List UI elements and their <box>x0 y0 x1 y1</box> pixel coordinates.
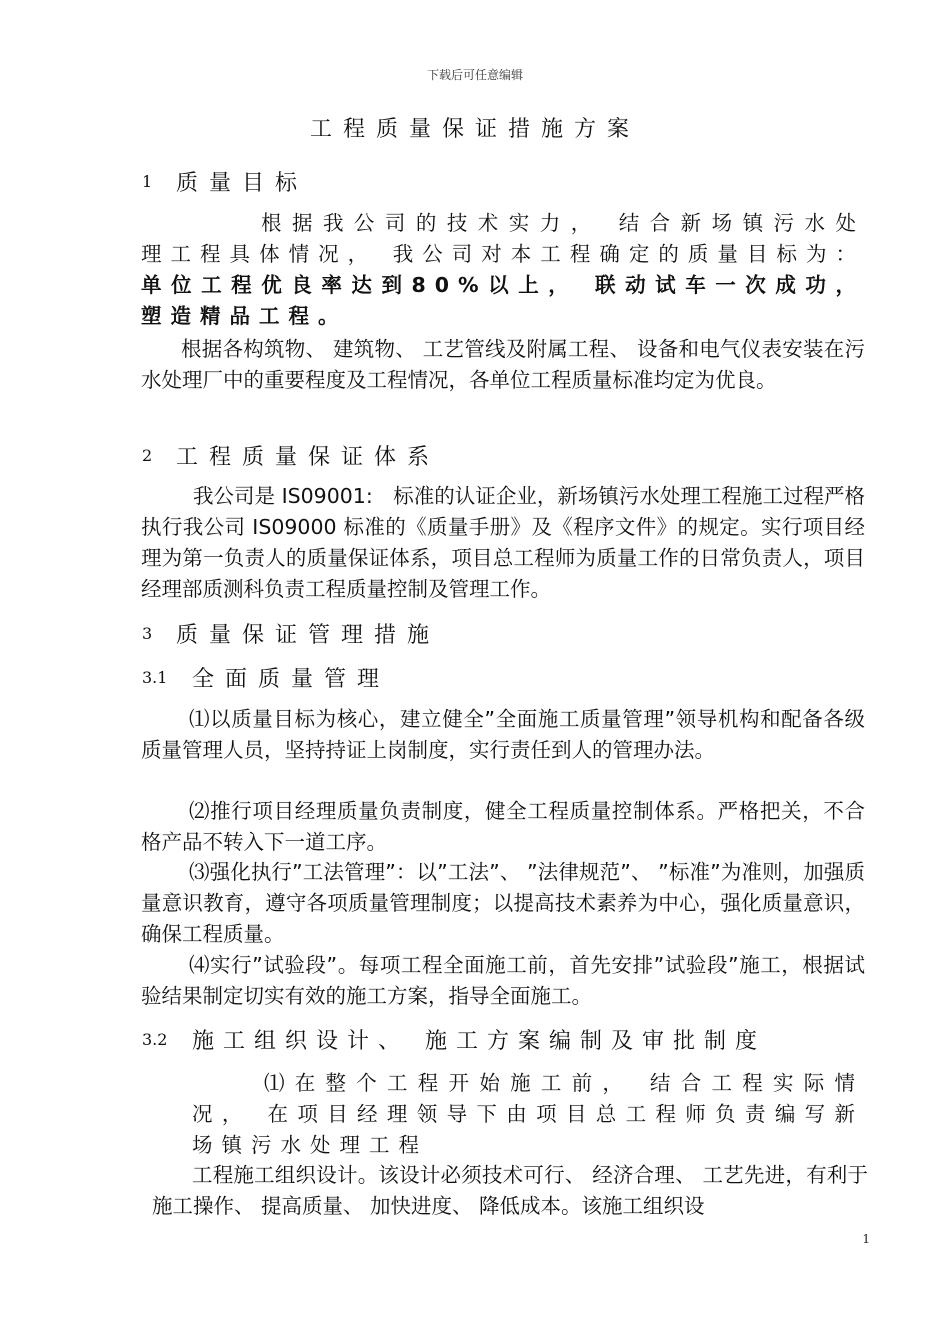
paragraph-text: ⑴在整个工程开始施工前， 结合工程实际情况， 在项目经理领导下由项目总工程师负责编写新场镇污水处理工程 <box>192 1071 864 1157</box>
quality-system-paragraph <box>141 481 865 605</box>
paragraph-text: 我公司是 IS09001: 标准的认证企业，新场镇污水处理工程施工过程严格执行我公司 IS09000 标准的《质量手册》及《程序文件》的规定。实行项目经理为第一负责人的质量保证体系，项目总工程师为质量工作的日常负责人，项目经理部质测科负责工程质量控制及管理工作。 <box>141 484 865 601</box>
section-number: 3 <box>142 624 153 643</box>
item-3-paragraph <box>141 857 865 950</box>
section-3-2-heading <box>142 1024 862 1055</box>
item-3-2-1-paragraph <box>192 1068 864 1161</box>
section-number: 1 <box>142 172 153 191</box>
section-number: 2 <box>142 446 153 465</box>
paragraph-text: ⑷实行”试验段”。每项工程全面施工前，首先安排”试验段”施工，根据试验结果制定切实有效的施工方案，指导全面施工。 <box>141 953 865 1008</box>
item-2-paragraph <box>141 796 865 858</box>
section-title: 质量目标 <box>176 171 309 196</box>
section-number: 3.1 <box>142 668 168 687</box>
goal-highlight-text: 单位工程优良率达到80%以上， 联动试车一次成功， 塑造精品工程。 <box>141 273 865 328</box>
paragraph-text: 根据各构筑物、 建筑物、 工艺管线及附属工程、 设备和电气仪表安装在污水处理厂中的重要程度及工程情况，各单位工程质量标准均定为优良。 <box>141 337 865 392</box>
paragraph-text: ⑶强化执行”工法管理”：以”工法”、 ”法律规范”、 ”标准”为准则，加强质量意识教育，遵守各项质量管理制度；以提高技术素养为中心，强化质量意识，确保工程质量。 <box>141 860 865 946</box>
page-number: 1 <box>862 1232 870 1246</box>
section-2-heading <box>142 440 862 471</box>
goal-intro-text: 根据我公司的技术实力， 结合新场镇污水处理工程具体情况， 我公司对本工程确定的质量目标为： <box>141 211 865 266</box>
section-title: 工程质量保证体系 <box>176 445 441 470</box>
paragraph-text: ⑴以质量目标为核心，建立健全”全面施工质量管理”领导机构和配备各级质量管理人员，坚持持证上岗制度，实行责任到人的管理办法。 <box>141 707 865 762</box>
section-title: 全面质量管理 <box>192 667 391 692</box>
item-1-paragraph <box>141 704 865 766</box>
header-note: 下载后可任意编辑 <box>426 68 523 82</box>
section-title: 质量保证管理措施 <box>176 623 441 648</box>
section-number: 3.2 <box>142 1030 168 1049</box>
section-3-1-heading <box>142 662 862 693</box>
section-1-heading <box>142 166 862 197</box>
section-title: 施工组织设计、 施工方案编制及审批制度 <box>192 1029 766 1054</box>
paragraph-text: 工程施工组织设计。该设计必须技术可行、 经济合理、 工艺先进，有利于施工操作、 提高质量、 加快进度、 降低成本。该施工组织设 <box>152 1163 868 1218</box>
quality-goal-paragraph <box>141 208 865 332</box>
paragraph-text: ⑵推行项目经理质量负责制度，健全工程质量控制体系。严格把关，不合格产品不转入下一道工序。 <box>141 799 865 854</box>
item-3-2-continued-paragraph <box>152 1160 868 1222</box>
quality-standard-paragraph <box>141 334 865 396</box>
document-title: 工程质量保证措施方案 <box>309 117 640 142</box>
item-4-paragraph <box>141 950 865 1012</box>
section-3-heading <box>142 618 862 649</box>
